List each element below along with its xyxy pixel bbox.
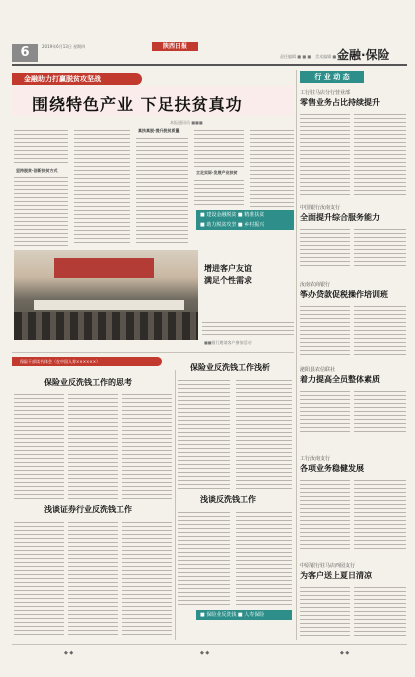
footer-ornament-2: ◆ ◆ bbox=[200, 650, 210, 656]
topic-sub-1: 坚持脱贫·创新扶贫方式 bbox=[16, 168, 58, 173]
article-2-col-1 bbox=[14, 520, 64, 638]
industry-banner bbox=[300, 71, 364, 83]
section-title: 金融·保险 bbox=[337, 48, 390, 62]
paper-logo bbox=[152, 42, 198, 51]
article-4-title: 浅谈反洗钱工作 bbox=[200, 494, 256, 504]
topic-col-5 bbox=[250, 128, 294, 208]
study-top-rule bbox=[12, 352, 294, 353]
article-4-col-2 bbox=[236, 510, 292, 606]
study-teal-text: ■ 保险业反洗钱 ■ 人寿保险 bbox=[200, 612, 265, 618]
study-mid-separator bbox=[175, 370, 176, 640]
photo-note-text bbox=[202, 320, 294, 338]
article-1-title: 保险业反洗钱工作的思考 bbox=[44, 377, 132, 387]
industry-item-1-col-1 bbox=[300, 112, 350, 198]
industry-item-5-title: 各项业务稳健发展 bbox=[300, 463, 364, 473]
study-teal-box bbox=[196, 610, 292, 620]
study-banner bbox=[12, 357, 162, 366]
topic-sub-2: 真扶真脱·提升脱贫质量 bbox=[138, 128, 180, 133]
masthead-rule bbox=[12, 64, 407, 66]
editor-info: 责任编辑 ■ ■ ■ 美术编辑 ■ ■ bbox=[280, 54, 342, 59]
industry-item-3-col-1 bbox=[300, 304, 350, 356]
special-topic-banner bbox=[12, 73, 142, 85]
topic-col-1 bbox=[14, 128, 68, 166]
article-4-col-1 bbox=[178, 510, 230, 606]
industry-item-4-kicker: 泌阳县农信联社 bbox=[300, 367, 336, 373]
masthead bbox=[0, 38, 415, 66]
page-number: 6 bbox=[20, 45, 30, 60]
photo-audience bbox=[14, 312, 198, 340]
article-3-title: 保险业反洗钱工作浅析 bbox=[190, 362, 270, 372]
industry-item-4-col-2 bbox=[354, 389, 406, 433]
industry-item-1-col-2 bbox=[354, 112, 406, 198]
industry-item-5-col-2 bbox=[354, 478, 406, 552]
industry-item-6-kicker: 中原银行驻马店西园支行 bbox=[300, 563, 356, 569]
topic-teal-line-2: ■ 助力脱贫攻坚 ■ 乡村振兴 bbox=[200, 222, 265, 228]
footer-rule bbox=[12, 644, 407, 645]
industry-item-1-kicker: 工行驻马店分行营业部 bbox=[300, 90, 351, 96]
article-2-title: 浅谈证券行业反洗钱工作 bbox=[44, 504, 132, 514]
photo-backdrop bbox=[54, 258, 154, 278]
article-2-col-3 bbox=[122, 520, 172, 638]
industry-item-6-col-2 bbox=[354, 585, 406, 637]
industry-item-2-kicker: 中国银行汝南支行 bbox=[300, 205, 341, 211]
page-number-box bbox=[12, 44, 38, 62]
topic-teal-box bbox=[196, 210, 294, 230]
article-1-col-3 bbox=[122, 392, 172, 500]
topic-col-3 bbox=[136, 136, 188, 246]
industry-banner-text: 行 业 动 态 bbox=[314, 73, 350, 81]
industry-item-5-col-1 bbox=[300, 478, 350, 552]
article-1-col-2 bbox=[68, 392, 118, 500]
article-2-col-2 bbox=[68, 520, 118, 638]
topic-col-4 bbox=[194, 128, 244, 168]
industry-item-2-col-1 bbox=[300, 227, 350, 267]
photo-table bbox=[34, 300, 184, 310]
photo-caption: 增进客户友谊 满足个性需求 bbox=[204, 263, 252, 285]
industry-item-6-col-1 bbox=[300, 585, 350, 637]
special-topic-byline: 本报通讯员 ■■■ bbox=[170, 120, 203, 125]
industry-item-3-kicker: 汝南农商银行 bbox=[300, 282, 331, 288]
footer-ornament-3: ◆ ◆ bbox=[340, 650, 350, 656]
industry-item-2-col-2 bbox=[354, 227, 406, 267]
industry-item-4-col-1 bbox=[300, 389, 350, 433]
event-photo bbox=[14, 250, 198, 340]
date-line: 2019年6月13日 星期四 bbox=[42, 44, 86, 49]
article-3-col-2 bbox=[236, 378, 292, 490]
industry-item-6-title: 为客户送上夏日清凉 bbox=[300, 570, 372, 580]
footer-ornament-1: ◆ ◆ bbox=[64, 650, 74, 656]
article-3-col-1 bbox=[178, 378, 230, 490]
article-1-col-1 bbox=[14, 392, 64, 500]
special-topic-headline: 围绕特色产业 下足扶贫真功 bbox=[32, 95, 243, 114]
topic-col-1b bbox=[14, 175, 68, 247]
photo-note: ■■银行邀请客户参加活动 bbox=[204, 340, 252, 345]
industry-item-3-col-2 bbox=[354, 304, 406, 356]
industry-item-1-title: 零售业务占比持续提升 bbox=[300, 97, 380, 107]
paper-name: 陕西日报 bbox=[162, 43, 187, 50]
industry-item-4-title: 着力提高全员整体素质 bbox=[300, 374, 380, 384]
industry-item-2-title: 全面提升综合服务能力 bbox=[300, 212, 380, 222]
topic-col-2 bbox=[74, 128, 130, 246]
special-topic-banner-text: 金融助力打赢脱贫攻坚战 bbox=[24, 75, 101, 83]
industry-item-5-kicker: 工行汝南支行 bbox=[300, 456, 331, 462]
topic-teal-line-1: ■ 建设金融脱贫 ■ 精准扶贫 bbox=[200, 212, 265, 218]
industry-item-3-title: 筝办贷款促税操作培训班 bbox=[300, 289, 388, 299]
topic-col-4b bbox=[194, 178, 244, 208]
study-banner-text: 保险干部读书体会（在中国人寿××××××） bbox=[20, 359, 101, 364]
topic-sub-3: 立足实际·发展产业扶贫 bbox=[196, 170, 238, 175]
right-column-separator bbox=[296, 70, 297, 640]
